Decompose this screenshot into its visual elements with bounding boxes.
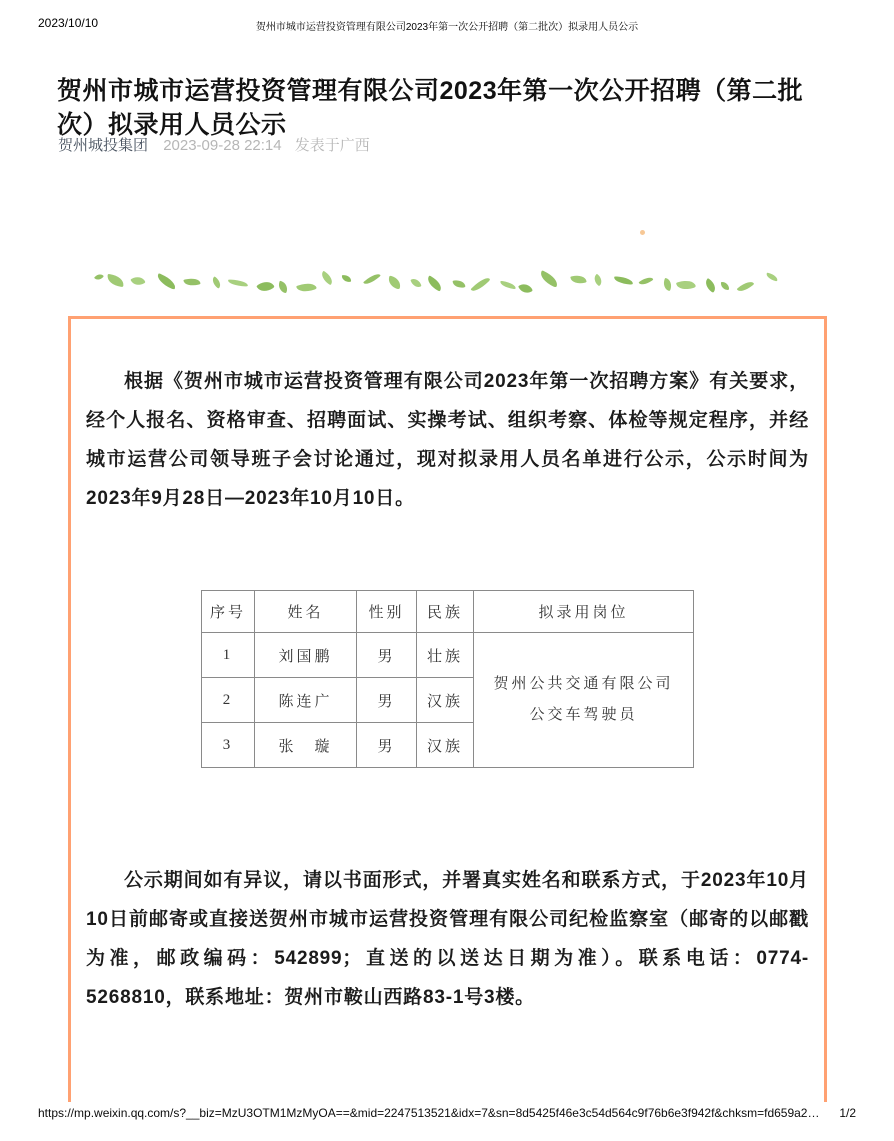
leaf-icon [676,278,696,293]
leaf-icon [183,276,200,287]
cell-name: 刘国鹏 [255,633,357,678]
leaf-icon [570,274,587,286]
cell-ethnicity: 壮族 [417,633,474,678]
publish-location: 发表于广西 [294,137,370,154]
cell-no: 3 [202,723,255,768]
cell-gender: 男 [357,633,417,678]
print-footer-page-indicator: 1/2 [839,1106,856,1120]
leaf-icon [592,274,605,287]
col-header-no: 序号 [202,591,255,633]
leaf-icon [471,275,491,295]
notice-box-inner [71,319,824,1017]
cell-ethnicity: 汉族 [417,678,474,723]
notice-paragraph-1: 根据《贺州市城市运营投资管理有限公司2023年第一次招聘方案》有关要求，经个人报名、资格审查、招聘面试、实操考试、组织考察、体检等规定程序，并经城市运营公司领导班子会讨论通过，现对拟录用人员名单进行公示，公示时间为2023年9月28日—2023年10月10日。 [86,371,809,509]
leaf-icon [410,277,421,289]
leaf-icon [703,278,719,293]
position-line-2: 公交车驾驶员 [529,707,638,723]
leaf-icon [106,274,124,287]
cell-name: 陈连广 [255,678,357,723]
leaf-icon [614,276,633,284]
leaf-icon [296,280,317,294]
leaf-icon [210,276,223,288]
leaf-icon [130,274,145,289]
cell-no: 2 [202,678,255,723]
print-header-date: 2023/10/10 [38,16,99,30]
leaf-icon [342,275,351,282]
position-line-1: 贺州公共交通有限公司 [493,676,674,692]
leaf-icon [538,270,560,288]
cell-gender: 男 [357,723,417,768]
print-header-doc-title: 贺州市城市运营投资管理有限公司2023年第一次公开招聘（第二批次）拟录用人员公示 [255,22,639,33]
leaf-icon [638,275,653,288]
leaf-icon [256,278,275,296]
leaf-icon [94,272,104,282]
col-header-ethnicity: 民族 [417,591,474,633]
cell-position-merged [474,633,694,768]
leaf-icon [363,271,381,287]
article-meta [58,134,370,155]
cell-no: 1 [202,633,255,678]
cell-gender: 男 [357,678,417,723]
cell-name: 张 璇 [255,723,357,768]
print-footer-url: https://mp.weixin.qq.com/s?__biz=MzU3OTM1MzMyOA==&mid=2247513521&idx=7&sn=8d5425f46e3c54d564c9f76b6e3f942f&chksm=fd659a2… [38,1106,820,1120]
leaf-icon [387,276,402,290]
cell-ethnicity: 汉族 [417,723,474,768]
table-row [202,633,694,678]
leaf-icon [737,279,755,295]
leaf-icon [277,281,290,294]
leaf-icon [453,279,466,288]
leaf-divider [95,268,793,296]
leaf-icon [228,279,248,286]
notice-paragraph-2: 公示期间如有异议，请以书面形式，并署真实姓名和联系方式，于2023年10月10日前邮寄或直接送贺州市城市运营投资管理有限公司纪检监察室（邮寄的以邮戳为准，邮政编码：542899；直送的以送达日期为准）。联系电话：0774-5268810，联系地址：贺州市鞍山西路83-1号3楼。 [86,870,809,1008]
leaf-icon [518,281,533,296]
leaf-icon [661,278,673,291]
col-header-position: 拟录用岗位 [474,591,694,633]
leaf-icon [155,273,178,290]
col-header-gender: 性别 [357,591,417,633]
roster-table [201,590,694,768]
leaf-icon [721,282,729,290]
col-header-name: 姓名 [255,591,357,633]
notice-box [68,316,827,1102]
leaf-icon [765,273,778,282]
leaf-icon [500,281,517,289]
leaf-icon [425,275,444,291]
article-title: 贺州市城市运营投资管理有限公司2023年第一次公开招聘（第二批次）拟录用人员公示 [57,76,804,139]
author-link[interactable]: 贺州城投集团 [58,137,149,154]
roster-header-row [202,591,694,633]
orange-dot-artifact [640,230,645,235]
publish-timestamp: 2023-09-28 22:14 [163,137,282,154]
leaf-icon [319,271,335,286]
